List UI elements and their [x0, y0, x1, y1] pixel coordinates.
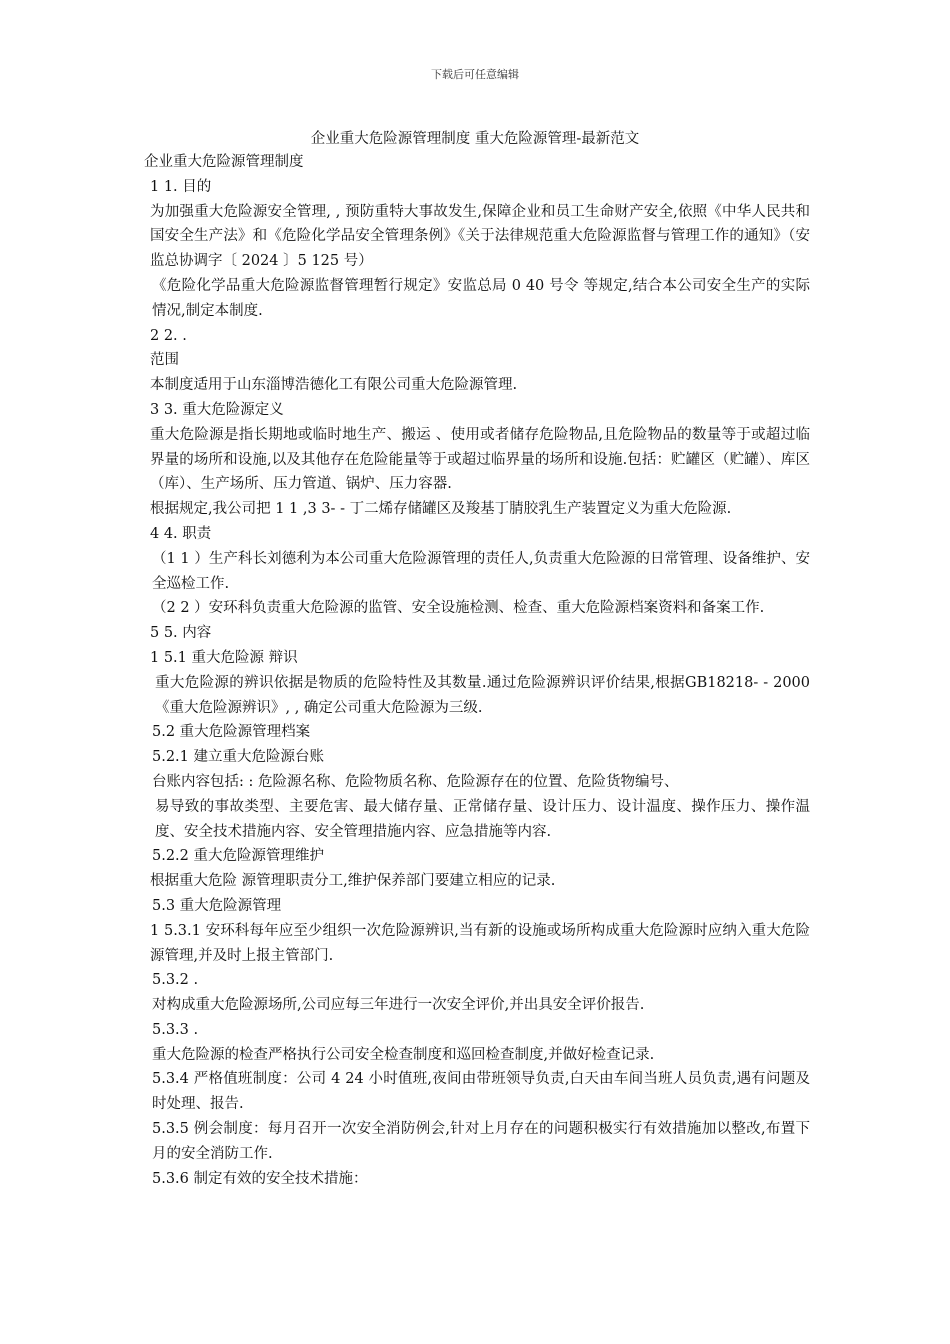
paragraph: 3 3. 重大危险源定义 — [150, 401, 284, 418]
paragraph: 5.2.1 建立重大危险源台账 — [152, 749, 325, 766]
paragraph: 根据规定,我公司把 1 1 ,3 3- - 丁二烯存储罐区及羧基丁腈胶乳生产装置定义为重大危险源. — [150, 501, 732, 518]
paragraph: （1 1 ）生产科长刘德利为本公司重大危险源管理的责任人,负责重大危险源的日常管理、设备维护、安全巡检工作. — [152, 550, 810, 592]
paragraph: 1 5.3.1 安环科每年应至少组织一次危险源辨识,当有新的设施或场所构成重大危险源时应纳入重大危险源管理,并及时上报主管部门. — [150, 922, 810, 964]
paragraph: （2 2 ）安环科负责重大危险源的监管、安全设施检测、检查、重大危险源档案资料和备案工作. — [152, 600, 765, 617]
paragraph: 4 4. 职责 — [150, 525, 212, 542]
paragraph: 企业重大危险源管理制度 — [144, 154, 304, 170]
paragraph: 本制度适用于山东淄博浩德化工有限公司重大危险源管理. — [150, 377, 518, 394]
paragraph: 5 5. 内容 — [150, 625, 212, 642]
page-header: 下载后可任意编辑 — [431, 68, 519, 81]
paragraph: 根据重大危险 源管理职责分工,维护保养部门要建立相应的记录. — [150, 873, 556, 890]
document-title: 企业重大危险源管理制度 重大危险源管理-最新范文 — [310, 131, 640, 147]
paragraph: 范围 — [150, 352, 179, 369]
paragraph: 1 5.1 重大危险源 辩识 — [150, 649, 298, 666]
paragraph: 为加强重大危险源安全管理, , 预防重特大事故发生,保障企业和员工生命财产安全,依照《中华人民共和国安全生产法》和《危险化学品安全管理条例》《关于法律规范重大危险源监督与管理工作的通知》（安监总协调字〔 2024 〕5 125 号） — [150, 203, 810, 270]
paragraph: 台账内容包括: : 危险源名称、危险物质名称、危险源存在的位置、危险货物编号、 — [152, 773, 679, 790]
paragraph: 重大危险源的检查严格执行公司安全检查制度和巡回检查制度,并做好检查记录. — [152, 1046, 655, 1063]
paragraph: 易导致的事故类型、主要危害、最大储存量、正常储存量、设计压力、设计温度、操作压力、操作温度、安全技术措施内容、安全管理措施内容、应急措施等内容. — [155, 798, 810, 840]
paragraph: 5.2 重大危险源管理档案 — [152, 724, 311, 741]
paragraph: 1 1. 目的 — [150, 178, 212, 195]
paragraph: 2 2. . — [150, 327, 187, 344]
paragraph: 5.3.2 . — [152, 972, 199, 989]
paragraph: 重大危险源是指长期地或临时地生产、搬运 、使用或者储存危险物品,且危险物品的数量等于或超过临界量的场所和设施,以及其他存在危险能量等于或超过临界量的场所和设施.包括：贮罐区（贮罐）、库区（库）、生产场所、压力管道、锅炉、压力容器. — [150, 426, 810, 493]
paragraph: 《危险化学品重大危险源监督管理暂行规定》安监总局 0 40 号令 等规定,结合本公司安全生产的实际情况,制定本制度. — [152, 277, 810, 319]
paragraph: 对构成重大危险源场所,公司应每三年进行一次安全评价,并出具安全评价报告. — [152, 997, 645, 1014]
paragraph: 5.3.3 . — [152, 1021, 199, 1038]
paragraph: 5.3.6 制定有效的安全技术措施： — [152, 1170, 368, 1187]
paragraph: 5.3 重大危险源管理 — [152, 897, 282, 914]
paragraph: 5.3.4 严格值班制度：公司 4 24 小时值班,夜间由带班领导负责,白天由车间当班人员负责,遇有问题及时处理、报告. — [152, 1071, 810, 1113]
document-body — [144, 150, 810, 1191]
paragraph: 5.2.2 重大危险源管理维护 — [152, 848, 325, 865]
paragraph: 重大危险源的辨识依据是物质的危险特性及其数量.通过危险源辨识评价结果,根据GB18218- - 2000 《重大危险源辨识》, , 确定公司重大危险源为三级. — [155, 674, 810, 716]
paragraph: 5.3.5 例会制度：每月召开一次安全消防例会,针对上月存在的问题积极实行有效措施加以整改,布置下月的安全消防工作. — [152, 1121, 810, 1162]
